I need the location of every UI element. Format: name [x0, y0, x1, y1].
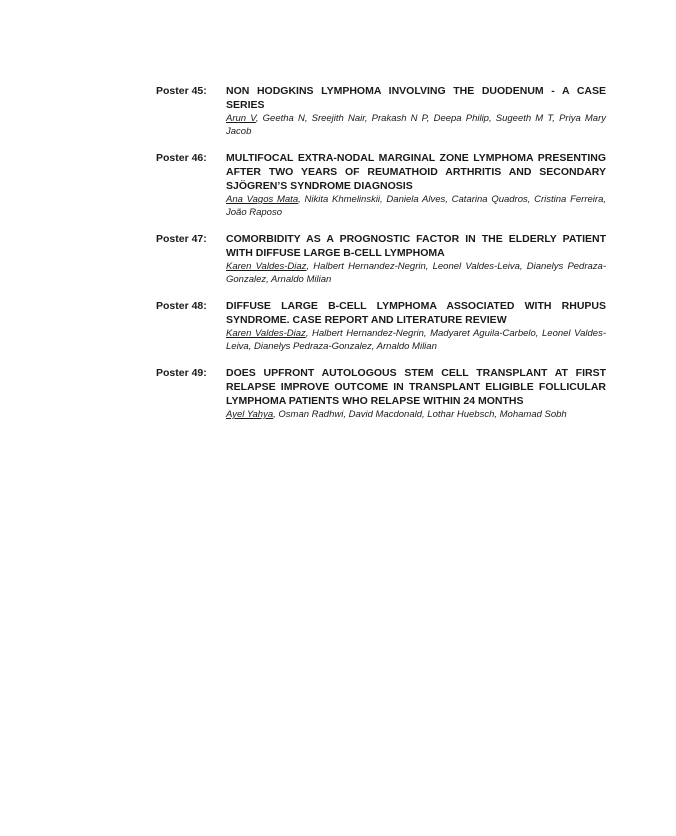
poster-entry [156, 366, 606, 421]
poster-body [226, 232, 606, 286]
poster-number: Poster 45: [156, 85, 207, 97]
poster-entry [156, 151, 606, 219]
co-authors: , Nikita Khmelinskii, Daniela Alves, Catarina Quadros, Cristina Ferreira, João Raposo [226, 194, 606, 218]
poster-number: Poster 49: [156, 367, 207, 379]
poster-body [226, 299, 606, 353]
co-authors: , Osman Radhwi, David Macdonald, Lothar Huebsch, Mohamad Sobh [273, 409, 567, 420]
poster-title: MULTIFOCAL EXTRA-NODAL MARGINAL ZONE LYMPHOMA PRESENTING AFTER TWO YEARS OF REUMATHOID ARTHRITIS AND SECONDARY SJÖGREN’S SYNDROME DIAGNOSIS [226, 152, 606, 192]
poster-title: COMORBIDITY AS A PROGNOSTIC FACTOR IN THE ELDERLY PATIENT WITH DIFFUSE LARGE B-CELL LYMPHOMA [226, 233, 606, 259]
presenting-author: Arun V [226, 113, 256, 124]
presenting-author: Karen Valdes-Diaz [226, 261, 307, 272]
poster-number: Poster 47: [156, 233, 207, 245]
poster-entry [156, 84, 606, 138]
poster-body [226, 366, 606, 421]
presenting-author: Ayel Yahya [226, 409, 274, 420]
poster-entry [156, 232, 606, 286]
poster-authors [226, 112, 606, 138]
poster-authors [226, 193, 606, 219]
poster-body [226, 151, 606, 219]
poster-authors [226, 327, 606, 353]
co-authors: , Halbert Hernandez-Negrin, Madyaret Aguila-Carbelo, Leonel Valdes-Leiva, Dianelys Pedraza-Gonzalez, Arnaldo Milian [226, 328, 606, 352]
presenting-author: Ana Vagos Mata [226, 194, 299, 205]
poster-title: NON HODGKINS LYMPHOMA INVOLVING THE DUODENUM - A CASE SERIES [226, 85, 606, 111]
co-authors: , Halbert Hernandez-Negrin, Leonel Valdes-Leiva, Dianelys Pedraza-Gonzalez, Arnaldo Milian [226, 261, 606, 285]
poster-list [156, 84, 606, 434]
poster-title: DOES UPFRONT AUTOLOGOUS STEM CELL TRANSPLANT AT FIRST RELAPSE IMPROVE OUTCOME IN TRANSPLANT ELIGIBLE FOLLICULAR LYMPHOMA PATIENTS WHO RELAPSE WITHIN 24 MONTHS [226, 367, 606, 407]
poster-authors [226, 408, 606, 421]
poster-entry [156, 299, 606, 353]
poster-body [226, 84, 606, 138]
poster-number: Poster 48: [156, 300, 207, 312]
poster-number: Poster 46: [156, 152, 207, 164]
co-authors: , Geetha N, Sreejith Nair, Prakash N P, Deepa Philip, Sugeeth M T, Priya Mary Jacob [226, 113, 606, 137]
poster-authors [226, 260, 606, 286]
presenting-author: Karen Valdes-Diaz [226, 328, 306, 339]
poster-title: DIFFUSE LARGE B-CELL LYMPHOMA ASSOCIATED WITH RHUPUS SYNDROME. CASE REPORT AND LITERATURE REVIEW [226, 300, 606, 326]
